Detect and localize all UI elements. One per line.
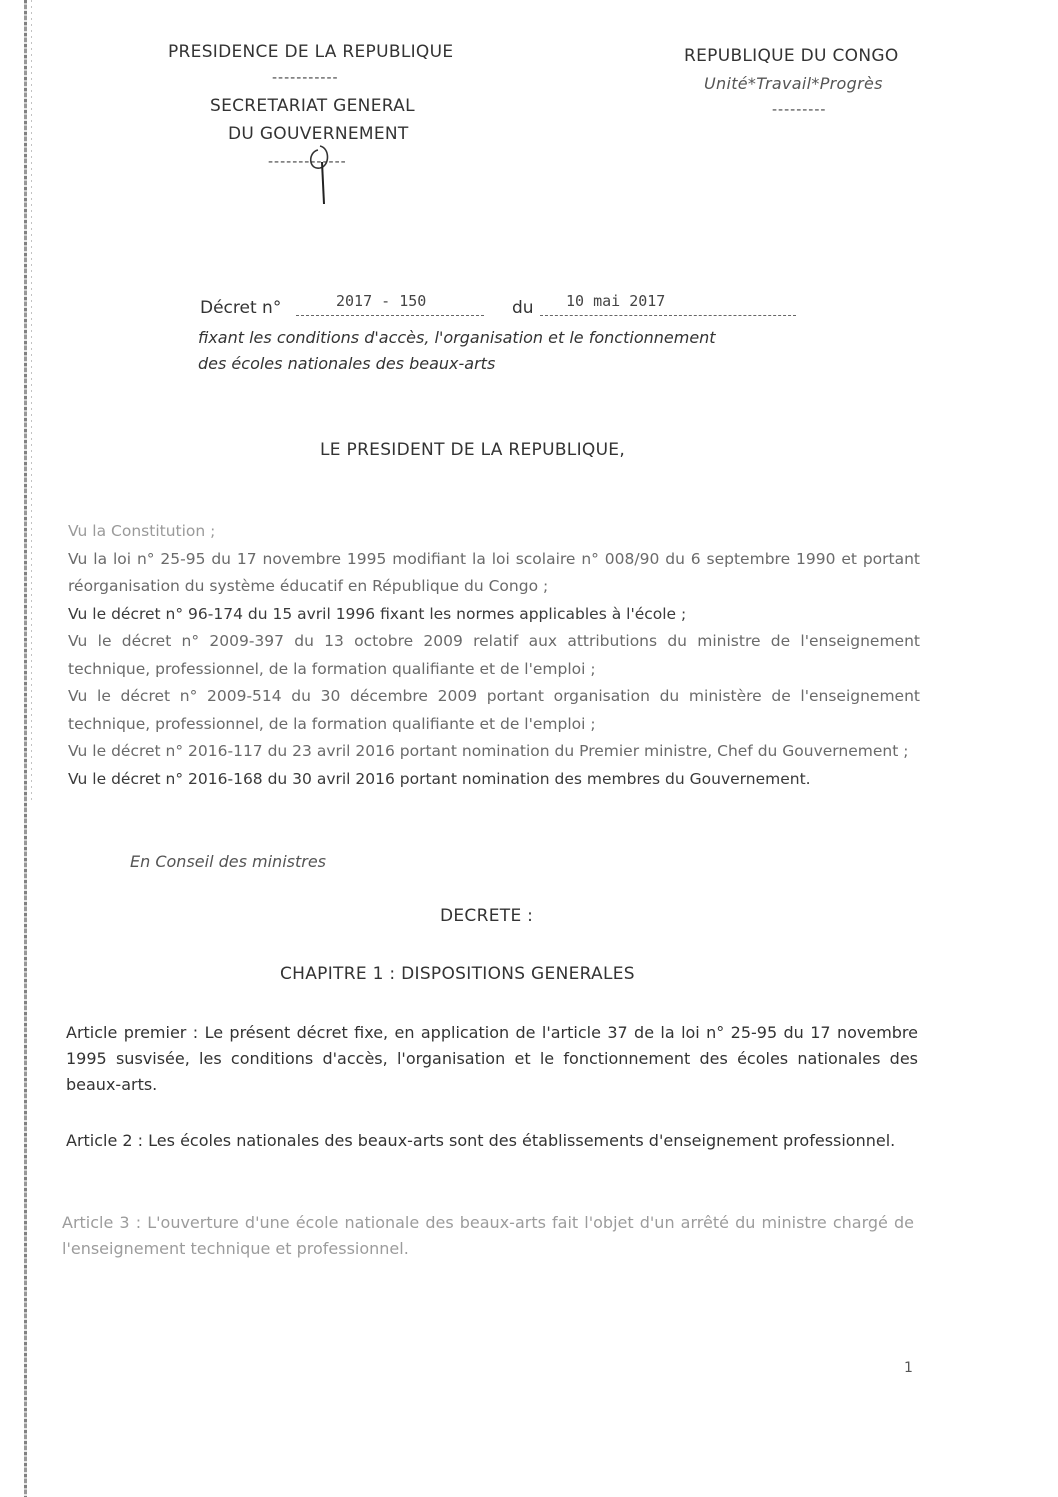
scan-edge-artifact <box>24 0 27 1497</box>
decree-number-underline <box>296 315 484 316</box>
decree-prefix: Décret n° <box>200 298 282 318</box>
decree-subtitle-line2: des écoles nationales des beaux-arts <box>198 354 496 373</box>
chapter-heading: CHAPITRE 1 : DISPOSITIONS GENERALES <box>280 964 635 984</box>
visa-item: Vu le décret n° 2016-168 du 30 avril 2016 portant nomination des membres du Gouvernement. <box>68 769 811 788</box>
article-3 <box>62 1210 914 1262</box>
article-label: Article 3 : <box>62 1213 142 1232</box>
decree-subtitle-line1: fixant les conditions d'accès, l'organisation et le fonctionnement <box>198 328 716 347</box>
header-presidence: PRESIDENCE DE LA REPUBLIQUE <box>168 42 454 62</box>
handwritten-mark-icon <box>300 136 350 206</box>
scan-edge-artifact-secondary <box>31 0 32 800</box>
decree-number: 2017 - 150 <box>336 292 427 310</box>
decree-date-underline <box>540 315 796 316</box>
article-text: Les écoles nationales des beaux-arts sont des établissements d'enseignement professionnel. <box>148 1131 896 1150</box>
header-gouvernement: DU GOUVERNEMENT <box>228 124 409 144</box>
decree-date: 10 mai 2017 <box>566 292 666 310</box>
header-republique: REPUBLIQUE DU CONGO <box>684 46 899 66</box>
page-number: 1 <box>904 1360 913 1376</box>
header-separator-1: ----------- <box>272 70 339 86</box>
president-title: LE PRESIDENT DE LA REPUBLIQUE, <box>320 440 626 460</box>
decree-du: du <box>512 298 534 318</box>
header-secretariat: SECRETARIAT GENERAL <box>210 96 415 116</box>
article-text: Le présent décret fixe, en application de l'article 37 de la loi n° 25-95 du 17 novembre 1995 susvisée, les conditions d'accès, l'organisation et le fonctionnement des écoles nationales des beaux-arts. <box>66 1023 919 1094</box>
visa-item: Vu la loi n° 25-95 du 17 novembre 1995 modifiant la loi scolaire n° 008/90 du 6 septembre 1990 et portant réorganisation du système éducatif en République du Congo ; <box>68 549 920 595</box>
visas-block <box>68 518 920 793</box>
visa-item: Vu le décret n° 2016-117 du 23 avril 2016 portant nomination du Premier ministre, Chef du Gouvernement ; <box>68 742 909 760</box>
article-label: Article premier : <box>66 1023 199 1042</box>
visa-item: Vu le décret n° 96-174 du 15 avril 1996 fixant les normes applicables à l'école ; <box>68 604 687 623</box>
article-text: L'ouverture d'une école nationale des beaux-arts fait l'objet d'un arrêté du ministre chargé de l'enseignement technique et professionnel. <box>62 1213 914 1258</box>
article-2 <box>66 1128 918 1154</box>
header-separator-right: --------- <box>772 102 827 118</box>
council-line: En Conseil des ministres <box>130 852 326 871</box>
visa-item: Vu le décret n° 2009-397 du 13 octobre 2009 relatif aux attributions du ministre de l'enseignement technique, professionnel, de la formation qualifiante et de l'emploi ; <box>68 632 920 678</box>
header-separator-2: ------------- <box>268 154 347 170</box>
decrete-heading: DECRETE : <box>440 906 534 926</box>
visa-item: Vu le décret n° 2009-514 du 30 décembre 2009 portant organisation du ministère de l'enseignement technique, professionnel, de la formation qualifiante et de l'emploi ; <box>68 687 920 733</box>
article-label: Article 2 : <box>66 1131 144 1150</box>
article-premier <box>66 1020 918 1098</box>
header-motto: Unité*Travail*Progrès <box>704 74 883 93</box>
visa-item: Vu la Constitution ; <box>68 522 216 540</box>
